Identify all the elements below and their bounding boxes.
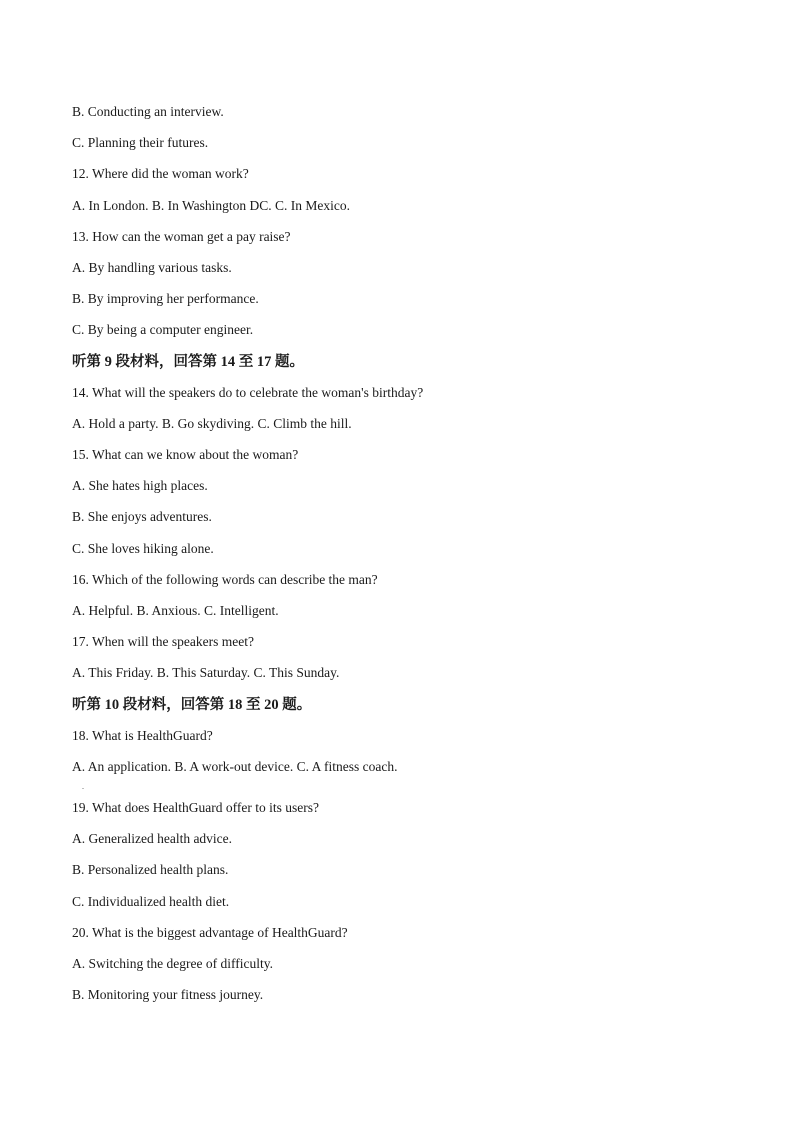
q20-option-b: B. Monitoring your fitness journey. <box>72 987 264 1003</box>
q13-option-c: C. By being a computer engineer. <box>72 322 254 338</box>
question-13: 13. How can the woman get a pay raise? <box>72 228 291 244</box>
section-heading-10: 听第 10 段材料，回答第 18 至 20 题。 <box>72 696 312 713</box>
question-20: 20. What is the biggest advantage of HealthGuard? <box>72 924 348 940</box>
q11-option-b: B. Conducting an interview. <box>72 104 224 119</box>
q19-option-b: B. Personalized health plans. <box>72 862 229 878</box>
q16-options: A. Helpful. B. Anxious. C. Intelligent. <box>72 603 279 618</box>
document-page <box>72 102 732 1016</box>
question-12: 12. Where did the woman work? <box>72 166 249 182</box>
q19-option-c: C. Individualized health diet. <box>72 893 230 909</box>
q14-options: A. Hold a party. B. Go skydiving. C. Climb the hill. <box>72 415 352 431</box>
q15-option-c: C. She loves hiking alone. <box>72 540 214 556</box>
q17-options: A. This Friday. B. This Saturday. C. This Sunday. <box>72 665 340 681</box>
q13-option-a: A. By handling various tasks. <box>72 259 232 275</box>
q13-option-b: B. By improving her performance. <box>72 291 259 307</box>
stray-mark <box>72 777 732 797</box>
question-16: 16. Which of the following words can describe the man? <box>72 571 378 587</box>
question-14: 14. What will the speakers do to celebrate the woman's birthday? <box>72 384 424 400</box>
q15-option-b: B. She enjoys adventures. <box>72 509 212 525</box>
q20-option-a: A. Switching the degree of difficulty. <box>72 955 273 971</box>
q15-option-a: A. She hates high places. <box>72 478 208 494</box>
q19-option-a: A. Generalized health advice. <box>72 831 233 847</box>
question-18: 18. What is HealthGuard? <box>72 727 213 743</box>
section-heading-9: 听第 9 段材料，回答第 14 至 17 题。 <box>72 353 304 370</box>
question-19: 19. What does HealthGuard offer to its users? <box>72 799 319 815</box>
stray-mark-glyph: . <box>82 781 84 791</box>
q12-options: A. In London. B. In Washington DC. C. In Mexico. <box>72 197 351 213</box>
q18-options: A. An application. B. A work-out device. C. A fitness coach. <box>72 758 398 774</box>
question-15: 15. What can we know about the woman? <box>72 447 299 463</box>
question-17: 17. When will the speakers meet? <box>72 634 254 650</box>
q11-option-c: C. Planning their futures. <box>72 135 209 151</box>
